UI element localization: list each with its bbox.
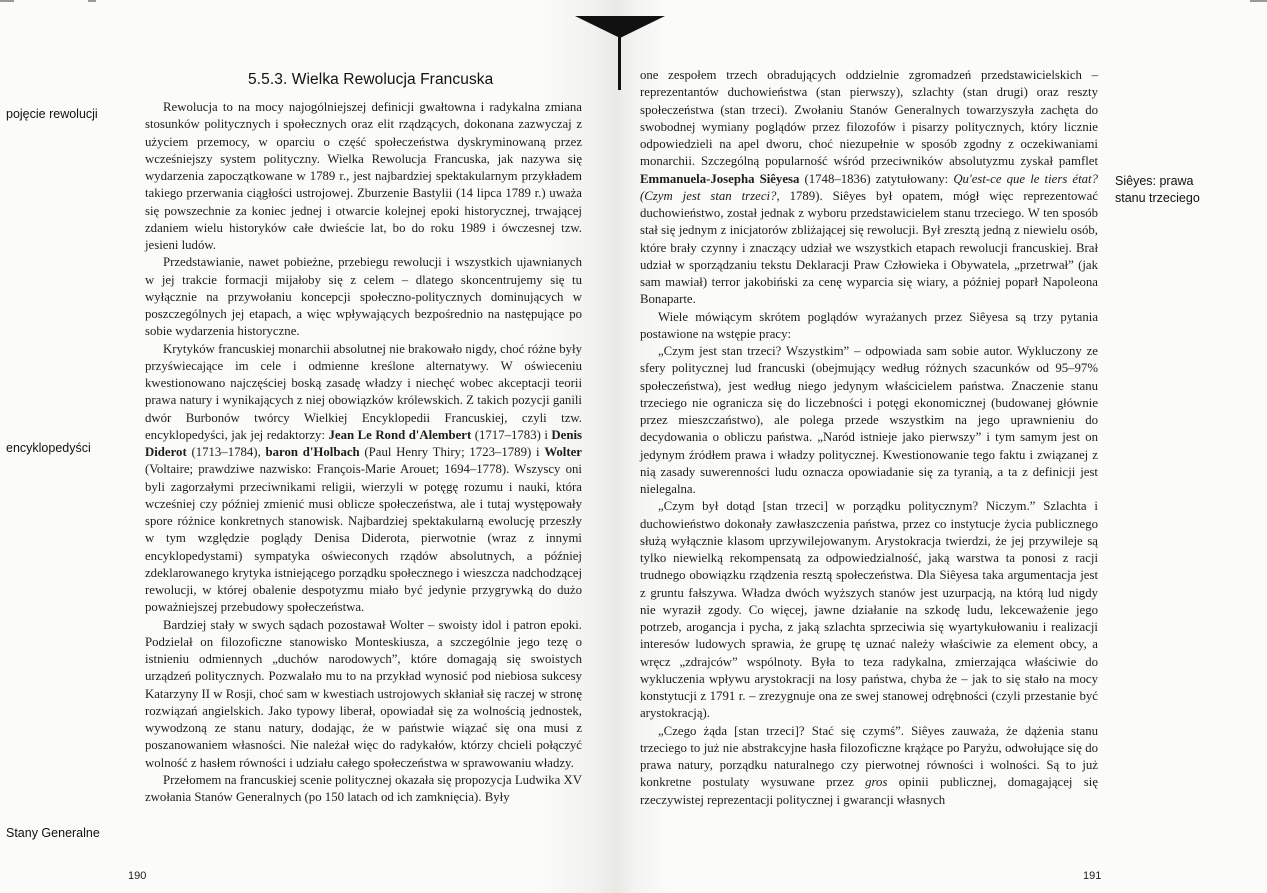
paragraph: Przełomem na francuskiej scenie politycznej okazała się propozycja Ludwika XV zwołania Stanów Generalnych (po 150 latach od ich zamknięcia). Były (145, 772, 582, 804)
person-name: Jean Le Rond d'Alembert (328, 427, 472, 442)
margin-note-estates-general: Stany Generalne (6, 826, 100, 840)
margin-note-encyclopedists: encyklopedyści (6, 441, 91, 455)
margin-note-sieyes-1: Siêyes: prawa (1115, 174, 1194, 188)
text-run: „Czego żąda [stan trzeci]? Stać się czymś”. Siêyes zauważa, że dążenia stanu trzeciego to już nie abstrakcyjne hasła filozoficzne krążące po Paryżu, odwołujące się do prawa natury, porządku naturalnego czy pierwotnej równości i wolności. Są to już konkretne postulaty wysuwane przez (640, 723, 1098, 790)
crop-mark-left (0, 0, 14, 2)
text-run: (Paul Henry Thiry; 1723–1789) i (359, 445, 545, 459)
person-name: Wolter (544, 445, 582, 459)
paragraph (640, 723, 1098, 809)
paragraph: Wiele mówiącym skrótem poglądów wyrażanych przez Siêyesa są trzy pytania postawione na wstępie pracy: (640, 309, 1098, 341)
paragraph: „Czym jest stan trzeci? Wszystkim” – odpowiada sam sobie autor. Wykluczony ze sfery politycznej lud francuski (obejmujący według różnych szacunków od 95–97% społeczeństwa), jest według niego jedynym właścicielem państwa. Znaczenie stanu trzeciego nie ogranicza się do liczebności i potęgi ekonomicznej (budowanej głównie przez mieszczaństwo), ale polega przede wszystkim na jego uprawnieniu do decydowania o obliczu państwa. „Naród istnieje jako pierwszy” i tym samym jest on jedynym źródłem prawa i władzy politycznej. Kwestionowanie tego faktu i związanej z nią zasady suwerenności ludu oznacza opowiadanie się za tyranią, a ta z definicji jest nielegalna. (640, 344, 1098, 496)
paragraph: „Czym był dotąd [stan trzeci] w porządku politycznym? Niczym.” Szlachta i duchowieństwo dokonały zawłaszczenia państwa, przez co instytucje życia publicznego służą wyłącznie klasom uprzywilejowanym. Arystokracja twierdzi, że jej przywileje są tylko niewielką rekompensatą za odpowiedzialność, jaką warstwa ta ponosi z racji trudnego obowiązku rządzenia resztą społeczeństwa. Dla Siêyesa taka argumentacja jest z gruntu fałszywa. Władza dwóch wyższych stanów jest uzurpacją, na którą lud nigdy nie wyraził zgody. Co więcej, jawne działanie na szkodę ludu, lekceważenie jego potrzeb, arogancja i pycha, z jaką szlachta sprzeciwia się wyartykułowaniu i realizacji interesów ludowych sprawia, że grupę tę uznać należy właściwie za element obcy, a wręcz „zdrajców” wspólnoty. Była to teza radykalna, zmierzająca właściwie do wykluczenia wpływu arystokracji na losy państwa, chyba że – jak to się stało na mocy konstytucji z 1791 r. – zrezygnuje ona ze swej stanowej odrębności (czyli przestanie być arystokracją). (640, 499, 1098, 721)
work-title: Qu'est-ce que le tiers état? (Czym jest stan trzeci? (640, 171, 1098, 203)
binding-line (618, 30, 621, 90)
text-run: Krytyków francuskiej monarchii absolutnej nie brakowało nigdy, choć różne były przyświecające im cele i odmienne kreślone alternatywy. W oświeceniu kwestionowano najczęściej boską zasadę władzy i niechęć wobec akceptacji teorii prawa natury i wynikających z niej obowiązków królewskich. Z takich pozycji ganili dwór Burbonów twórcy Wielkiej Encyklopedii Francuskiej, czyli tzw. encyklopedyści, jak jej redaktorzy: (145, 341, 582, 442)
paragraph: Rewolucja to na mocy najogólniejszej definicji gwałtowna i radykalna zmiana stosunków politycznych i społecznych oraz elit rządzących, dokonana zazwyczaj z użyciem przemocy, w oparciu o część społeczeństwa dyskryminowaną przez wcześniejszy system polityczny. Wielka Rewolucja Francuska, jak nazywa się wydarzenia zapoczątkowane w 1789 r., jest najbardziej spektakularnym przykładem takiego przerwania ciągłości ustrojowej. Zburzenie Bastylii (14 lipca 1789 r.) uważa się powszechnie za koniec jednej i otwarcie kolejnej epoki historycznej, trwającej zdaniem wielu historyków całe dwieście lat, bo do roku 1989 i ówczesnej tzw. jesieni ludów. (145, 100, 582, 252)
person-name: baron d'Holbach (265, 445, 360, 459)
margin-note-sieyes-2: stanu trzeciego (1115, 191, 1200, 205)
margin-note-revolution: pojęcie rewolucji (6, 107, 98, 121)
text-run: one zespołem trzech obradujących oddzielnie zgromadzeń przedstawicielskich – reprezentantów duchowieństwa (stan pierwszy), szlachty (stan drugi) oraz reszty społeczeństwa (stan trzeci). Zwołaniu Stanów Generalnych towarzyszyła zachęta do swobodnej wymiany poglądów przez filozofów i pisarzy politycznych, który licznie odpowiedzieli na apel dworu, choć niezupełnie w sposób zgodny z oczekiwaniami monarchii. Szczególną popularność wśród przeciwników absolutyzmu zyskał pamflet (640, 68, 1098, 169)
crop-mark-left-2 (88, 0, 96, 2)
person-name: Emmanuela-Josepha Siêyesa (640, 171, 800, 186)
section-heading: 5.5.3. Wielka Rewolucja Francuska (248, 71, 494, 88)
text-run: (1713–1784), (186, 445, 266, 459)
paragraph (640, 67, 1098, 309)
text-run: (1717–1783) i (471, 427, 552, 442)
paragraph: Przedstawianie, nawet pobieżne, przebiegu rewolucji i wszystkich ujawnianych w jej trakcie formacji mijałoby się z celem – dlatego skoncentrujemy się tu wyłącznie na przywołaniu koncepcji społeczno-politycznych dominujących w poszczególnych jej etapach, a więc wpływających bezpośrednio na następujące po sobie wydarzenia historyczne. (145, 255, 582, 339)
text-run: opinii publicznej, domagającej się rzeczywistej reprezentacji politycznej i gwarancji własnych (640, 775, 1098, 807)
paragraph (145, 341, 582, 617)
right-text-column (640, 67, 1098, 809)
paragraph: Bardziej stały w swych sądach pozostawał Wolter – swoisty idol i patron epoki. Podzielał on filozoficzne stanowisko Monteskiusza, a szczególnie jego tezę o istnieniu odmiennych „duchów narodowych”, które domagają się swoistych urządzeń politycznych. Pozwalało mu to na przykład wynosić pod niebiosa sukcesy Katarzyny II w Rosji, choć sam w kwestiach ustrojowych skłaniał się raczej w stronę rozwiązań angielskich. Jako typowy liberał, opowiadał się za wolnością jednostek, wywodzoną ze stanu natury, dodając, że w państwie wiązać się ona musi z poszanowaniem własności. Nie należał więc do radykałów, którzy chcieli połączyć wolność z hasłem równości i udziału całego społeczeństwa w sprawowaniu władzy. (145, 617, 582, 770)
text-run: (Voltaire; prawdziwe nazwisko: François-Marie Arouet; 1694–1778). Wszyscy oni byli zagorzałymi przeciwnikami religii, wierzyli w potęgę rozumu i nauki, która wcześniej czy później zmienić musi oblicze społeczeństwa, ale i tutaj występowały spore różnice konkretnych stanowisk. Najbardziej spektakularną ewolucję przeszły w tym względzie poglądy Denisa Diderota, pierwotnie (wraz z innymi encyklopedystami) sympatyka oświeconych rządów absolutnych, a później zdeklarowanego krytyka istniejącego porządku społecznego i wieszcza nadchodzącej rewolucji, w której obalenie despotyzmu miało być jedynie przygrywką do dużo poważniejszej przebudowy społeczeństwa. (145, 462, 582, 615)
page-number-left: 190 (128, 870, 147, 882)
left-text-column (145, 99, 582, 806)
text-run: , 1789). Siêyes był opatem, mógł więc reprezentować duchowieństwo, został jednak z wyboru przedstawicielem stanu trzeciego. W ten sposób stał się jednym z inicjatorów zbliżającej się rewolucji. Był zresztą jedną z niewielu osób, które brały czynny i znaczący udział we wszystkich etapach rewolucji francuskiej. Brał udział w sporządzaniu tekstu Deklaracji Praw Człowieka i Obywatela, „przetrwał” (jak sam mawiał) terror jakobiński za cenę wyparcia się wiary, a później poparł Napoleona Bonaparte. (640, 188, 1098, 307)
crop-mark-right (1250, 0, 1267, 2)
italic-term: gros (865, 775, 888, 790)
person-name: Denis Diderot (145, 427, 582, 459)
page-number-right: 191 (1083, 870, 1102, 882)
text-run: (1748–1836) zatytułowany: (799, 171, 954, 186)
